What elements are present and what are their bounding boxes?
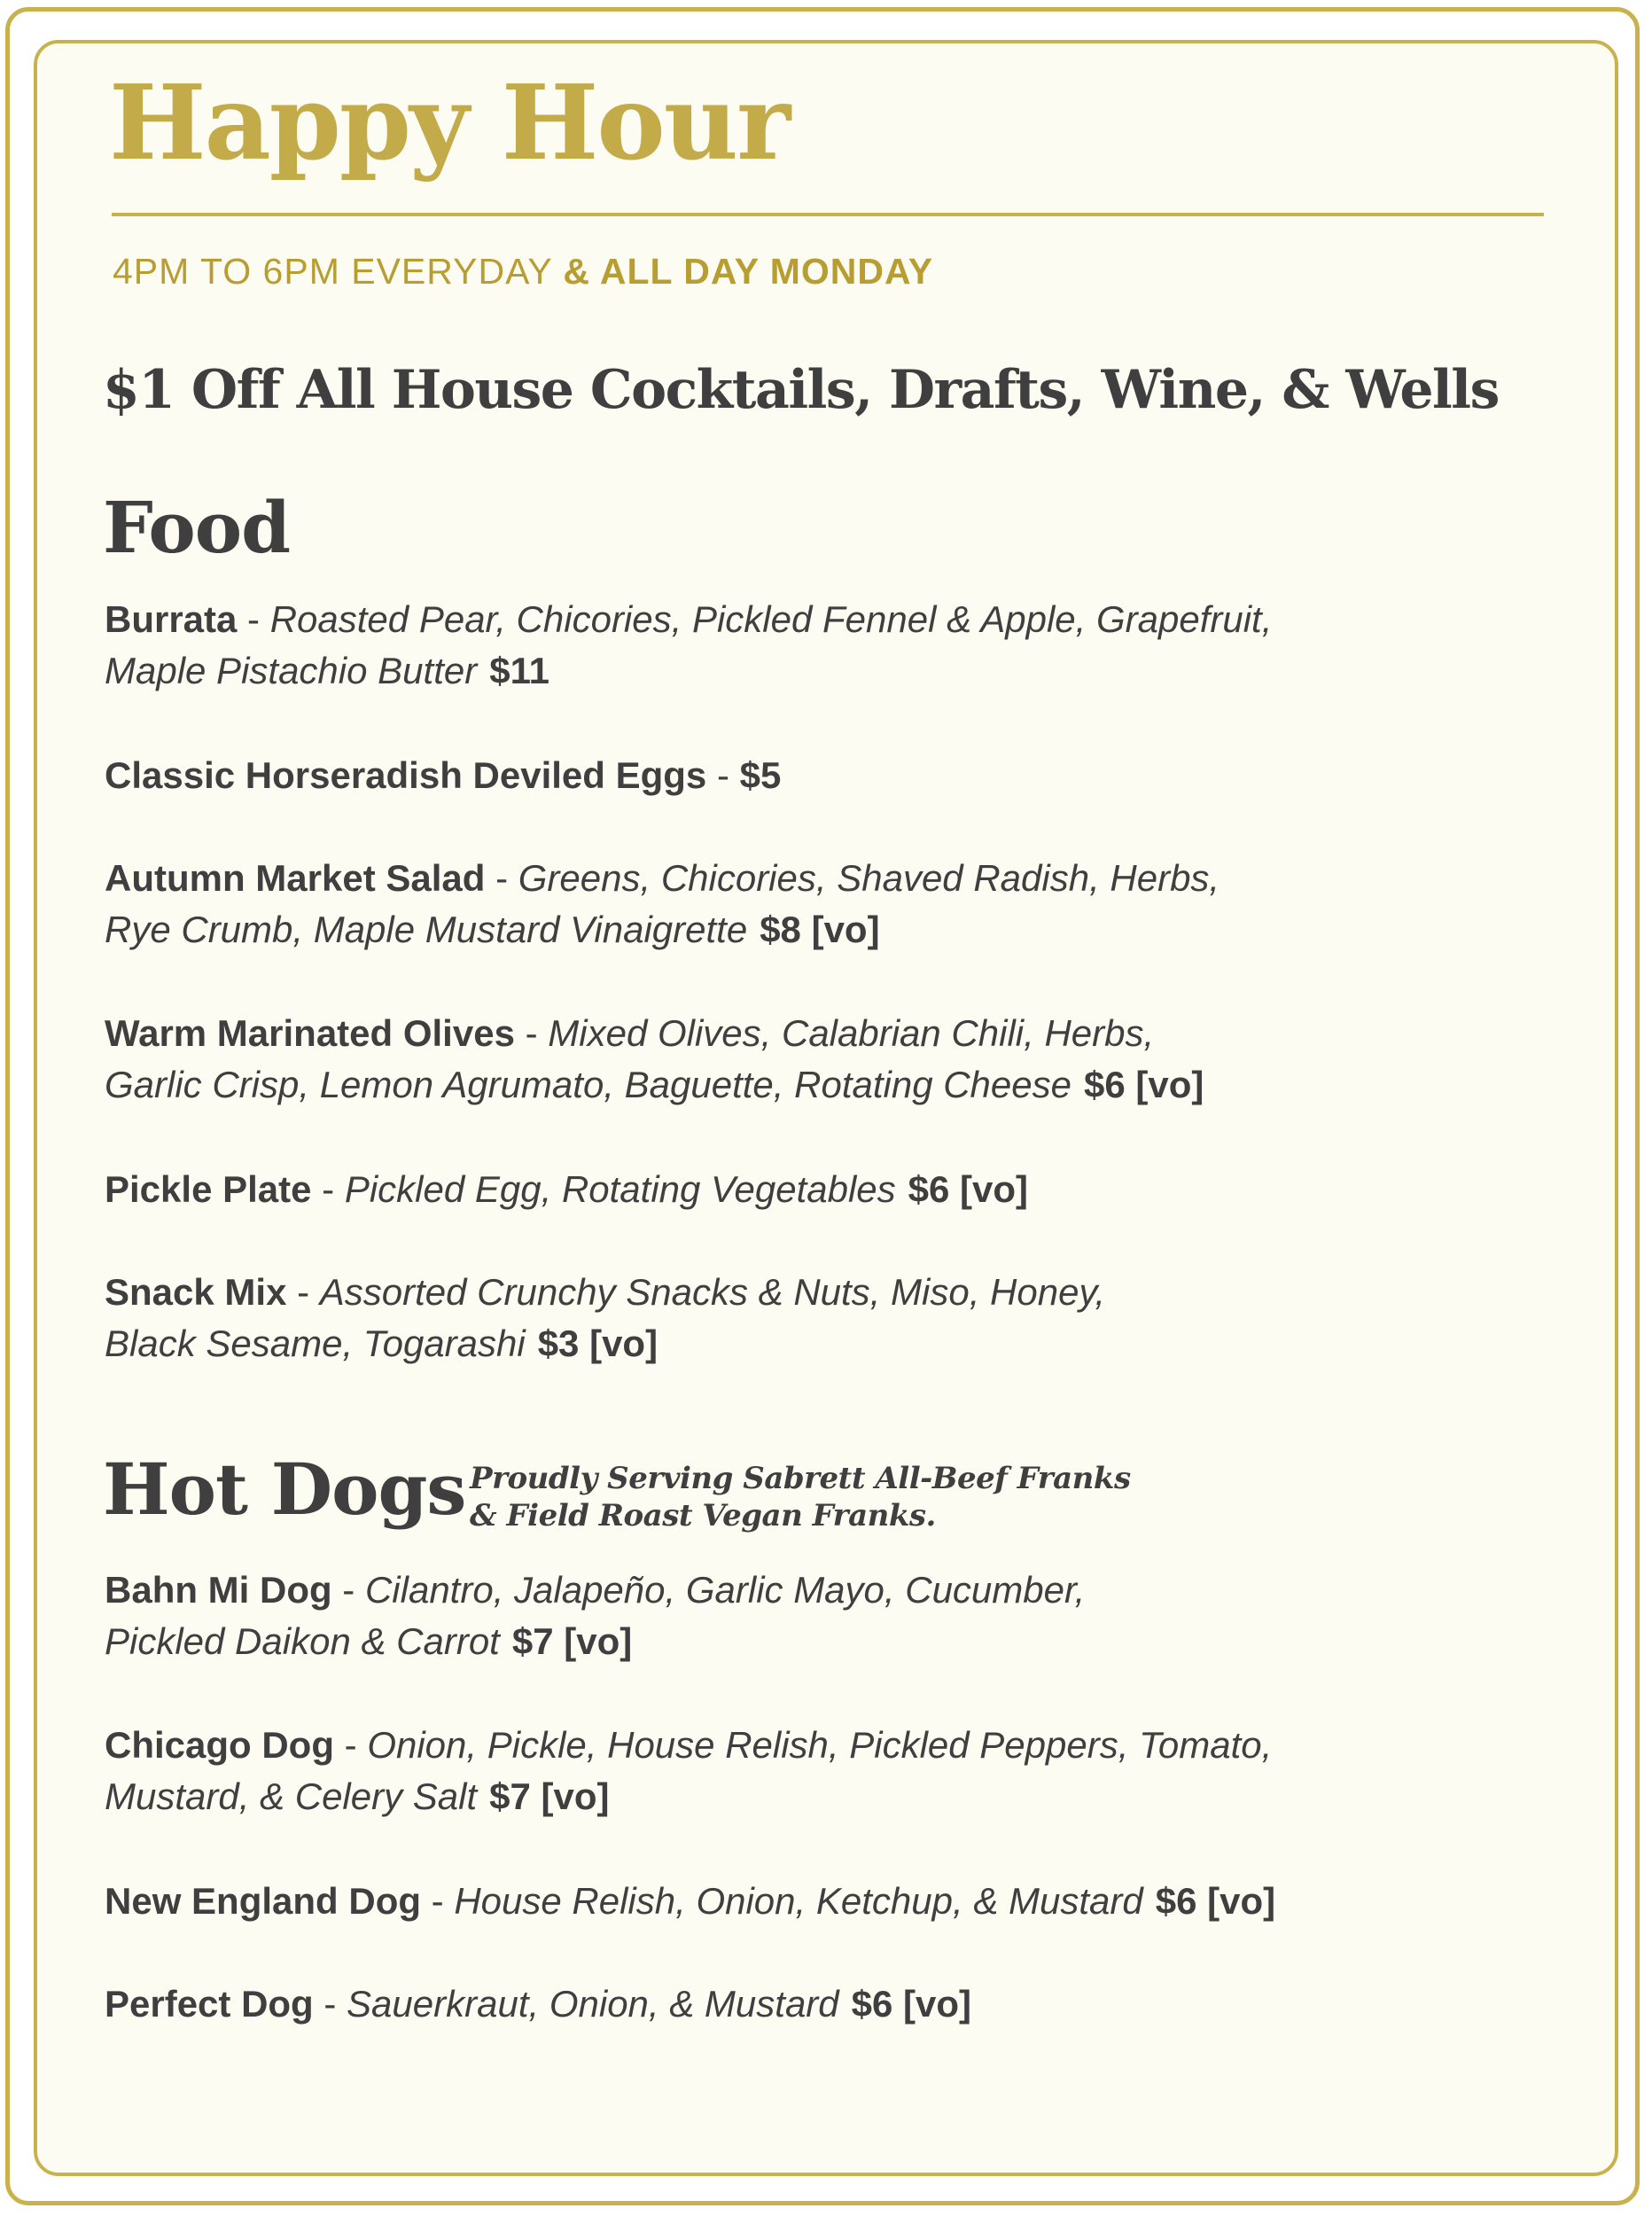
item-description: Pickled Egg, Rotating Vegetables (344, 1168, 896, 1210)
item-description: Mixed Olives, Calabrian Chili, Herbs, (548, 1012, 1155, 1054)
schedule-regular: 4PM TO 6PM EVERYDAY (113, 251, 553, 292)
menu-item-deviled-eggs: Classic Horseradish Deviled Eggs - $5 (105, 754, 782, 796)
menu-item-chicago-dog: Chicago Dog - Onion, Pickle, House Relish, Pickled Peppers, Tomato, Mustard, & Celery Salt $7 [vo] (105, 1724, 1273, 1817)
hot-dogs-note (470, 1460, 1131, 1534)
item-description: Sauerkraut, Onion, & Mustard (347, 1983, 839, 2025)
item-name: Autumn Market Salad (105, 857, 486, 899)
item-description: Black Sesame, Togarashi (105, 1323, 526, 1364)
item-price: $6 [vo] (1084, 1064, 1204, 1105)
title-divider (112, 213, 1544, 216)
item-name: Burrata (105, 598, 238, 640)
item-price: $6 [vo] (908, 1168, 1029, 1210)
item-description: Pickled Daikon & Carrot (105, 1620, 500, 1662)
item-price: $5 (739, 754, 782, 796)
item-name: Snack Mix (105, 1271, 287, 1313)
item-price: $7 [vo] (489, 1775, 610, 1817)
menu-item-bahn-mi-dog: Bahn Mi Dog - Cilantro, Jalapeño, Garlic Mayo, Cucumber, Pickled Daikon & Carrot $7 [vo] (105, 1569, 1086, 1662)
item-description: Onion, Pickle, House Relish, Pickled Peppers, Tomato, (367, 1724, 1273, 1766)
item-description: House Relish, Onion, Ketchup, & Mustard (454, 1880, 1143, 1922)
schedule-emphasis: & ALL DAY MONDAY (563, 251, 934, 292)
item-description: Mustard, & Celery Salt (105, 1775, 478, 1817)
item-description: Greens, Chicories, Shaved Radish, Herbs, (518, 857, 1220, 899)
drinks-deal: $1 Off All House Cocktails, Drafts, Wine, & Wells (103, 359, 1499, 421)
item-name: Pickle Plate (105, 1168, 312, 1210)
item-description: Cilantro, Jalapeño, Garlic Mayo, Cucumber, (364, 1569, 1086, 1611)
item-name: Chicago Dog (105, 1724, 334, 1766)
menu-item-burrata: Burrata - Roasted Pear, Chicories, Pickled Fennel & Apple, Grapefruit, Maple Pistachio Butter $11 (105, 598, 1273, 691)
menu-item-autumn-market-salad: Autumn Market Salad - Greens, Chicories, Shaved Radish, Herbs, Rye Crumb, Maple Mustard Vinaigrette $8 [vo] (105, 857, 1220, 950)
item-price: $3 [vo] (537, 1323, 658, 1364)
schedule-line (113, 250, 933, 293)
menu-item-perfect-dog: Perfect Dog - Sauerkraut, Onion, & Mustard $6 [vo] (105, 1983, 972, 2025)
hot-dogs-note-line: Proudly Serving Sabrett All-Beef Franks (470, 1461, 1131, 1496)
page-title: Happy Hour (109, 63, 790, 183)
item-name: Classic Horseradish Deviled Eggs (105, 754, 707, 796)
item-description: Garlic Crisp, Lemon Agrumato, Baguette, Rotating Cheese (105, 1064, 1071, 1105)
hot-dogs-note-line: & Field Roast Vegan Franks. (470, 1498, 936, 1533)
item-price: $6 [vo] (1155, 1880, 1276, 1922)
item-description: Roasted Pear, Chicories, Pickled Fennel & Apple, Grapefruit, (269, 598, 1273, 640)
item-price: $11 (489, 650, 549, 691)
item-description: Rye Crumb, Maple Mustard Vinaigrette (105, 909, 748, 950)
hot-dogs-heading: Hot Dogs (103, 1447, 466, 1531)
item-description: Assorted Crunchy Snacks & Nuts, Miso, Honey, (319, 1271, 1105, 1313)
menu-item-new-england-dog: New England Dog - House Relish, Onion, Ketchup, & Mustard $6 [vo] (105, 1880, 1276, 1922)
food-heading: Food (103, 486, 291, 569)
menu-item-snack-mix: Snack Mix - Assorted Crunchy Snacks & Nuts, Miso, Honey, Black Sesame, Togarashi $3 [vo] (105, 1271, 1105, 1364)
item-price: $8 [vo] (760, 909, 880, 950)
item-name: Perfect Dog (105, 1983, 314, 2025)
item-name: Bahn Mi Dog (105, 1569, 332, 1611)
item-price: $6 [vo] (851, 1983, 972, 2025)
item-name: New England Dog (105, 1880, 421, 1922)
menu-item-warm-marinated-olives: Warm Marinated Olives - Mixed Olives, Calabrian Chili, Herbs, Garlic Crisp, Lemon Agrumato, Baguette, Rotating Cheese $6 [vo] (105, 1012, 1204, 1105)
menu-item-pickle-plate: Pickle Plate - Pickled Egg, Rotating Vegetables $6 [vo] (105, 1168, 1029, 1210)
item-price: $7 [vo] (511, 1620, 633, 1662)
item-description: Maple Pistachio Butter (105, 650, 478, 691)
item-name: Warm Marinated Olives (105, 1012, 515, 1054)
